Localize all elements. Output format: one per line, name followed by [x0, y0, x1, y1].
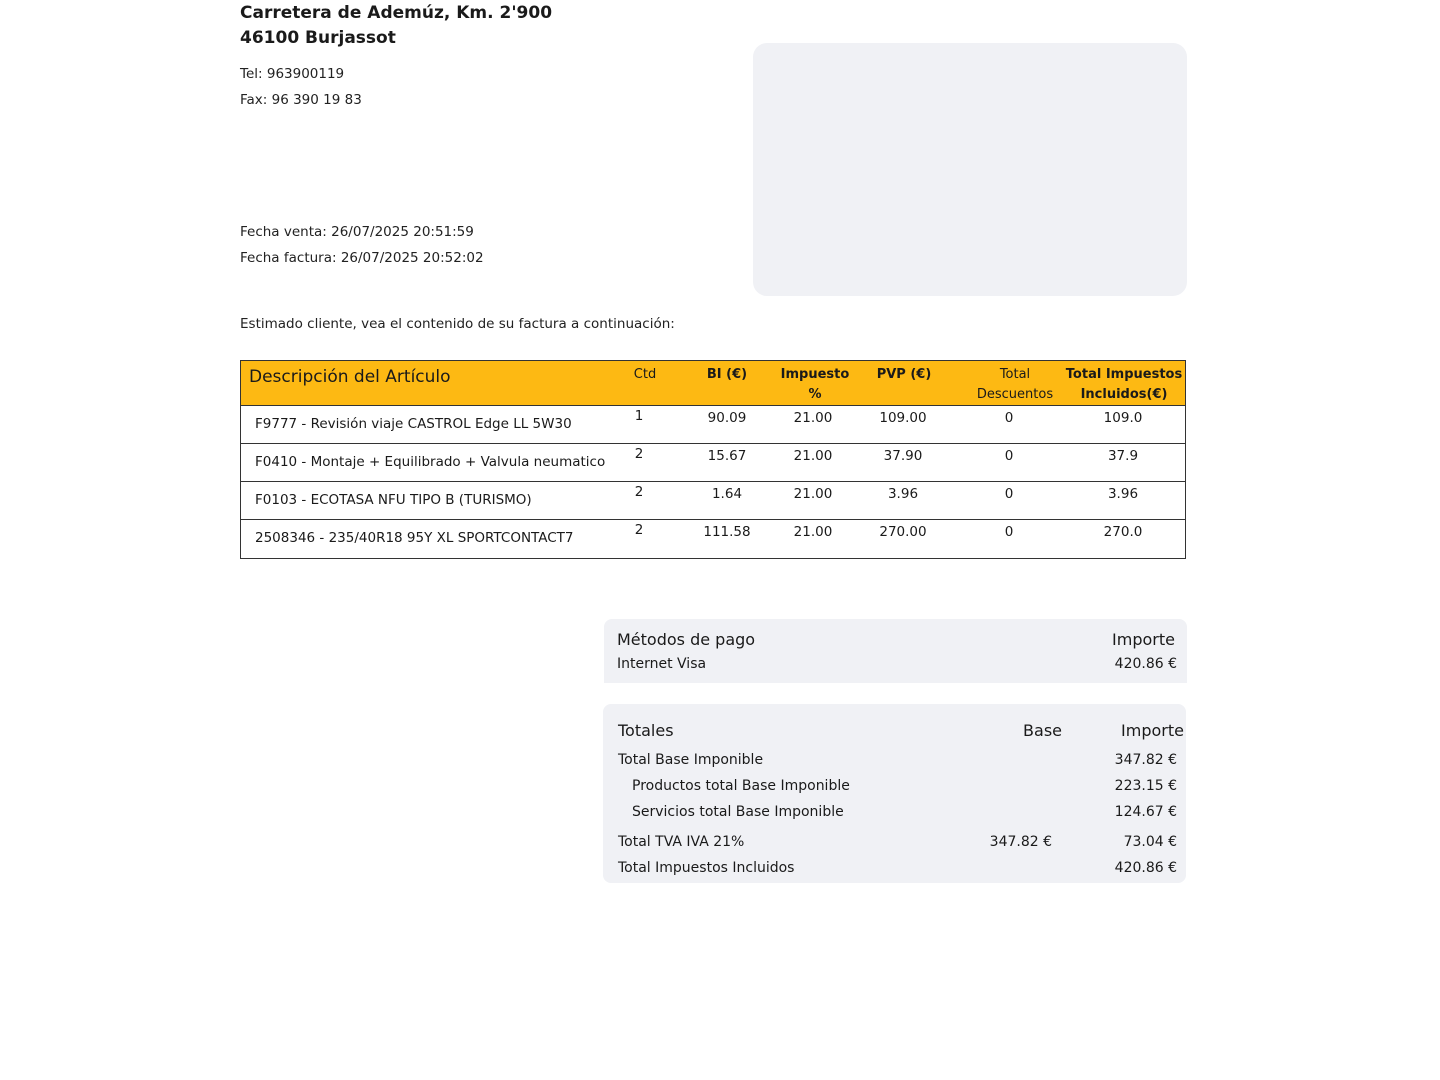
total-vat-base: 347.82 €: [989, 834, 1052, 850]
row-pvp: 3.96: [887, 486, 919, 502]
payment-amount-header: Importe: [1112, 630, 1175, 649]
row-pvp: 37.90: [883, 448, 923, 464]
total-with-tax-amount: 420.86 €: [1114, 860, 1177, 876]
total-vat-label: Total TVA IVA 21%: [618, 834, 745, 850]
row-tax: 21.00: [793, 448, 833, 464]
products-base-amount: 223.15 €: [1114, 778, 1177, 794]
table-row: [241, 520, 1185, 558]
header-discounts-line2: Descuentos: [976, 387, 1054, 402]
totals-amount-header: Importe: [1121, 721, 1184, 740]
items-table-header: [241, 361, 1185, 406]
row-discounts: 0: [1004, 410, 1014, 426]
header-total-line1: Total Impuestos: [1065, 367, 1183, 382]
total-vat-amount: 73.04 €: [1123, 834, 1177, 850]
header-tax: [775, 365, 855, 405]
payment-methods-title: Métodos de pago: [617, 630, 756, 649]
table-row: [241, 444, 1185, 482]
row-discounts: 0: [1004, 524, 1014, 540]
row-bi: 1.64: [711, 486, 743, 502]
payment-amount: 420.86 €: [1114, 656, 1177, 672]
row-tax: 21.00: [793, 486, 833, 502]
row-qty: 1: [634, 408, 644, 424]
company-address-line1: Carretera de Ademúz, Km. 2'900: [240, 3, 553, 23]
company-tel: Tel: 963900119: [240, 66, 345, 82]
row-total: 3.96: [1107, 486, 1139, 502]
header-total-line2: Incluidos(€): [1080, 387, 1168, 402]
totals-base-header: Base: [1023, 721, 1062, 740]
row-pvp: 109.00: [879, 410, 927, 426]
company-address-line2: 46100 Burjassot: [240, 28, 396, 48]
client-info-box: [753, 43, 1187, 296]
company-fax: Fax: 96 390 19 83: [240, 92, 362, 108]
row-bi: 111.58: [703, 524, 751, 540]
row-pvp: 270.00: [879, 524, 927, 540]
header-discounts-line1: Total: [999, 367, 1031, 382]
table-row: [241, 482, 1185, 520]
header-pvp: PVP (€): [876, 367, 932, 382]
totals-box: [603, 704, 1186, 883]
services-base-amount: 124.67 €: [1114, 804, 1177, 820]
invoice-date: Fecha factura: 26/07/2025 20:52:02: [240, 250, 484, 266]
table-row: [241, 406, 1185, 444]
header-description: Descripción del Artículo: [249, 367, 451, 387]
row-description: 2508346 - 235/40R18 95Y XL SPORTCONTACT7: [255, 530, 574, 546]
row-qty: 2: [634, 522, 644, 538]
totals-title: Totales: [618, 721, 674, 740]
header-qty: Ctd: [633, 367, 657, 382]
items-table: [240, 360, 1186, 559]
intro-text: Estimado cliente, vea el contenido de su factura a continuación:: [240, 316, 675, 332]
row-bi: 15.67: [707, 448, 747, 464]
header-discounts: [967, 365, 1063, 405]
products-base-label: Productos total Base Imponible: [632, 778, 850, 794]
payment-method: Internet Visa: [617, 656, 707, 672]
total-base-label: Total Base Imponible: [618, 752, 764, 768]
row-tax: 21.00: [793, 410, 833, 426]
row-total: 37.9: [1107, 448, 1139, 464]
header-tax-line1: Impuesto: [780, 367, 850, 382]
row-discounts: 0: [1004, 448, 1014, 464]
row-description: F0103 - ECOTASA NFU TIPO B (TURISMO): [255, 492, 532, 508]
services-base-label: Servicios total Base Imponible: [632, 804, 844, 820]
total-base-amount: 347.82 €: [1114, 752, 1177, 768]
row-qty: 2: [634, 484, 644, 500]
header-tax-line2: %: [808, 387, 822, 402]
row-tax: 21.00: [793, 524, 833, 540]
row-qty: 2: [634, 446, 644, 462]
header-bi: BI (€): [706, 367, 748, 382]
header-total: [1065, 365, 1183, 405]
row-total: 270.0: [1103, 524, 1143, 540]
row-bi: 90.09: [707, 410, 747, 426]
total-with-tax-label: Total Impuestos Incluidos: [618, 860, 795, 876]
row-discounts: 0: [1004, 486, 1014, 502]
row-description: F0410 - Montaje + Equilibrado + Valvula neumatico: [255, 454, 606, 470]
row-total: 109.0: [1103, 410, 1143, 426]
payment-methods-box: [604, 619, 1187, 683]
sale-date: Fecha venta: 26/07/2025 20:51:59: [240, 224, 474, 240]
row-description: F9777 - Revisión viaje CASTROL Edge LL 5W30: [255, 416, 572, 432]
